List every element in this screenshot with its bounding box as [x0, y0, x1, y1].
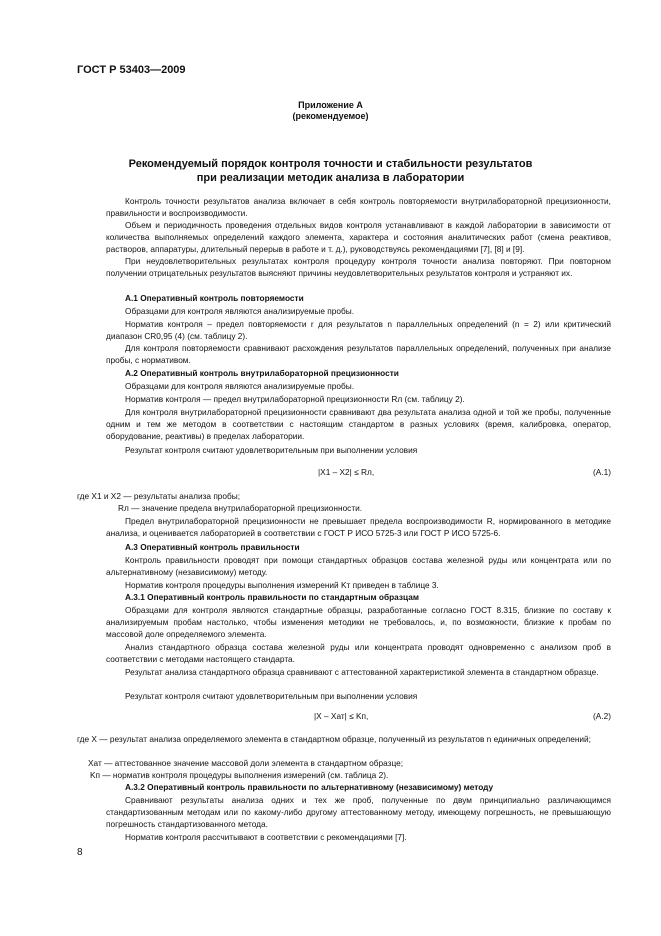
section-title-line2: при реализации методик анализа в лаборатории [196, 172, 465, 184]
heading-a3: А.3 Оперативный контроль правильности [125, 542, 300, 552]
formula-a2-number: (А.2) [593, 711, 611, 721]
a3-paragraph-1: Контроль правильности проводят при помощи стандартных образцов состава железной руды или концентрата или по альтернативному (независимому) методу. [106, 555, 611, 577]
a1-paragraph-2: Норматив контроля – предел повторяемости r для результатов n параллельных определений (n = 2) или критический диапазон CR0,95 (4) (см. таблицу 2). [106, 319, 611, 341]
annex-title: Приложение А [298, 100, 363, 110]
document-header: ГОСТ Р 53403—2009 [77, 64, 186, 76]
heading-a3-2: А.3.2 Оперативный контроль правильности по альтернативному (независимому) методу [125, 782, 494, 792]
a2-paragraph-1: Образцами для контроля являются анализируемые пробы. [125, 381, 355, 391]
a2-paragraph-3: Для контроля внутрилабораторной прецизионности сравнивают два результата анализа одной и той же пробы, полученные одним и тем же методом в соответствии с настоящим стандартом в разных условиях (время, калибровка, оператор, оборудование, реактивы) в пределах лаборатории. [106, 407, 611, 441]
a3-paragraph-2: Норматив контроля процедуры выполнения измерений Kт приведен в таблице 3. [125, 580, 439, 590]
a3-1-paragraph-1: Образцами для контроля являются стандартные образцы, разработанные согласно ГОСТ 8.315, близкие по составу к анализируемым пробам настолько, чтобы изменения методики не требовалось, и, по возможности, близкие к пробам по массовой доле определяемого элемента. [106, 605, 611, 639]
annex-subtitle: (рекомендуемое) [292, 111, 369, 121]
section-title-line1: Рекомендуемый порядок контроля точности и стабильности результатов [128, 158, 533, 170]
heading-a3-1: А.3.1 Оперативный контроль правильности по стандартным образцам [125, 592, 419, 602]
a3-where-1: где X — результат анализа определяемого элемента в стандартном образце, полученный из результатов n единичных определений; [77, 734, 591, 744]
a1-paragraph-3: Для контроля повторяемости сравнивают расхождения результатов параллельных определений, полученных при анализе пробы, с нормативом. [106, 343, 611, 365]
a1-paragraph-1: Образцами для контроля являются анализируемые пробы. [125, 306, 355, 316]
a3-2-paragraph-2: Норматив контроля рассчитывают в соответствии с рекомендациями [7]. [125, 832, 407, 842]
formula-a1: |X1 – X2| ≤ Rл, [318, 467, 375, 477]
a2-where-2: Rл — значение предела внутрилабораторной прецизионности. [118, 503, 363, 513]
a2-paragraph-4: Результат контроля считают удовлетворительным при выполнении условия [125, 445, 418, 455]
a3-2-paragraph-1: Сравнивают результаты анализа одних и тех же проб, полученные по двум принципиально различающимся стандартизованным методам или по какому-либо другому аттестованному методу, имеющему погрешность, не превышающую погрешность стандартизованного метода. [106, 795, 611, 829]
a2-paragraph-5: Предел внутрилабораторной прецизионности не превышает предела воспроизводимости R, нормированного в методике анализа, и оценивается лабораторией в соответствии с ГОСТ Р ИСО 5725-3 или ГОСТ Р ИСО 5725-6. [106, 516, 611, 538]
formula-a2: |X – Xат| ≤ Kп, [314, 711, 369, 721]
paragraph-intro-2: Объем и периодичность проведения отдельных видов контроля устанавливают в каждой лаборатории в зависимости от количества выполняемых определений каждого элемента, характера и состояния аналитических работ (смена реактивов, растворов, аппаратуры, длительный перерыв в работе и т. д.), руководствуясь рекомендациями [7], [8] и [9]. [106, 220, 611, 254]
a3-1-paragraph-3: Результат анализа стандартного образца сравнивают с аттестованной характеристикой элемента в стандартном образце. [125, 667, 599, 677]
a2-where-1: где X1 и X2 — результаты анализа пробы; [77, 491, 241, 501]
a2-paragraph-2: Норматив контроля — предел внутрилабораторной прецизионности Rл (см. таблицу 2). [125, 394, 465, 404]
a3-1-paragraph-4: Результат контроля считают удовлетворительным при выполнении условия [125, 691, 418, 701]
heading-a1: А.1 Оперативный контроль повторяемости [125, 293, 304, 303]
page-number: 8 [77, 847, 83, 858]
paragraph-intro-1: Контроль точности результатов анализа включает в себя контроль повторяемости внутрилабораторной прецизионности, правильности и воспроизводимости. [106, 196, 611, 218]
paragraph-intro-3: При неудовлетворительных результатах контроля процедуру контроля точности анализа повторяют. При повторном получении отрицательных результатов выясняют причины неудовлетворительных результатов контроля и устраняют их. [106, 256, 611, 278]
a3-where-3: Kп — норматив контроля процедуры выполнения измерений (см. таблица 2). [90, 770, 389, 780]
heading-a2: А.2 Оперативный контроль внутрилабораторной прецизионности [125, 368, 399, 378]
a3-where-2: Xат — аттестованное значение массовой доли элемента в стандартном образце; [88, 758, 404, 768]
a3-1-paragraph-2: Анализ стандартного образца состава железной руды или концентрата проводят одновременно с анализом проб в соответствии с методами настоящего стандарта. [106, 642, 611, 664]
formula-a1-number: (А.1) [593, 467, 611, 477]
